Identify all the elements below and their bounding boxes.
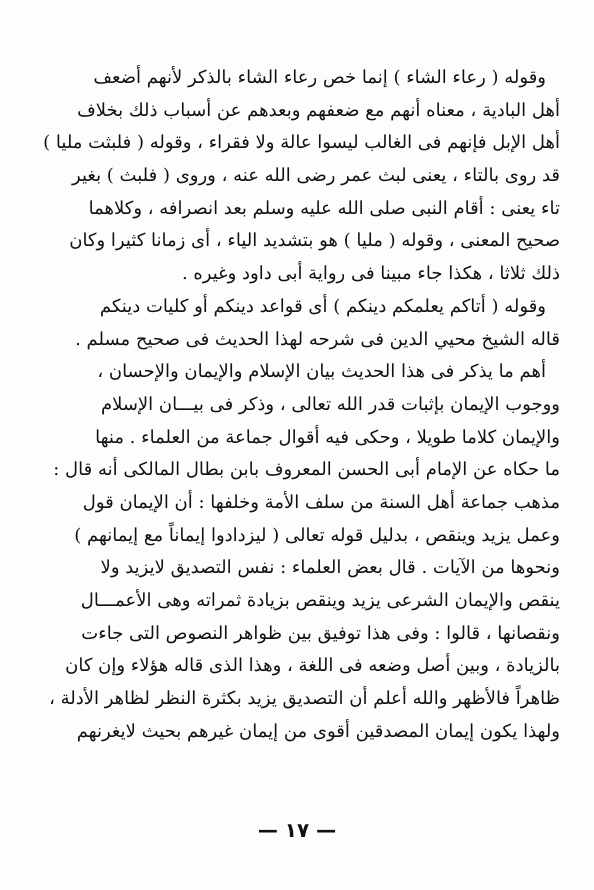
text-line: أهم ما يذكر فى هذا الحديث بيان الإسلام والإيمان والإحسان ، xyxy=(97,361,546,383)
text-line: قاله الشيخ محيي الدين فى شرحه لهذا الحديث فى صحيح مسلم . xyxy=(75,328,560,350)
text-line: ينقص والإيمان الشرعى يزيد وينقص بزيادة ثمراته وهى الأعمـــال xyxy=(80,590,560,611)
text-line: تاء يعنى : أقام النبى صلى الله عليه وسلم بعد انصرافه ، وكلاهما xyxy=(88,197,560,219)
text-line: ونقصانها ، قالوا : وفى هذا توفيق بين ظواهر النصوص التى جاءت xyxy=(81,622,560,644)
text-line: وقوله ( رعاء الشاء ) إنما خص رعاء الشاء بالذكر لأنهم أضعف xyxy=(93,67,546,88)
text-line: بالزيادة ، وبين أصل وضعه فى اللغة ، وهذا الذى قاله هؤلاء وإن كان xyxy=(65,655,560,677)
text-line: قد روى بالتاء ، يعنى لبث عمر رضى الله عنه ، وروى ( فلبث ) بغير xyxy=(72,165,560,187)
text-line: مذهب جماعة أهل السنة من سلف الأمة وخلفها : أن الإيمان قول xyxy=(82,491,560,513)
text-line: أهل البادية ، معناه أنهم مع ضعفهم وبعدهم عن أسباب ذلك بخلاف xyxy=(77,99,560,121)
text-line: ظاهراً فالأظهر والله أعلم أن التصديق يزيد بكثرة النظر لظاهر الأدلة ، xyxy=(49,688,560,710)
text-line: أهل الإبل فإنهم فى الغالب ليسوا عالة ولا فقراء ، وقوله ( فلبثت مليا ) xyxy=(43,132,560,154)
body-text xyxy=(38,62,560,748)
page-number: — ١٧ — xyxy=(257,818,337,842)
text-line: ذلك ثلاثا ، هكذا جاء مبينا فى رواية أبى داود وغيره . xyxy=(181,263,560,285)
text-line: ما حكاه عن الإمام أبى الحسن المعروف بابن بطال المالكى أنه قال : xyxy=(53,459,560,481)
text-line: ونحوها من الآيات . قال بعض العلماء : نفس التصديق لايزيد ولا xyxy=(100,557,560,579)
text-line: صحيح المعنى ، وقوله ( مليا ) هو بتشديد الياء ، أى زمانا كثيرا وكان xyxy=(69,230,560,252)
text-line: وعمل يزيد وينقص ، بدليل قوله تعالى ( ليزدادوا إيماناً مع إيمانهم ) xyxy=(74,524,560,546)
text-line: ووجوب الإيمان بإثبات قدر الله تعالى ، وذكر فى بيـــان الإسلام xyxy=(100,393,560,415)
text-line: وقوله ( أتاكم يعلمكم دينكم ) أى قواعد دينكم أو كليات دينكم xyxy=(99,295,546,317)
text-line: والإيمان كلاما طويلا ، وحكى فيه أقوال جماعة من العلماء . منها xyxy=(95,426,560,448)
text-line: ولهذا يكون إيمان المصدقين أقوى من إيمان غيرهم بحيث لايغرنهم xyxy=(76,720,560,742)
